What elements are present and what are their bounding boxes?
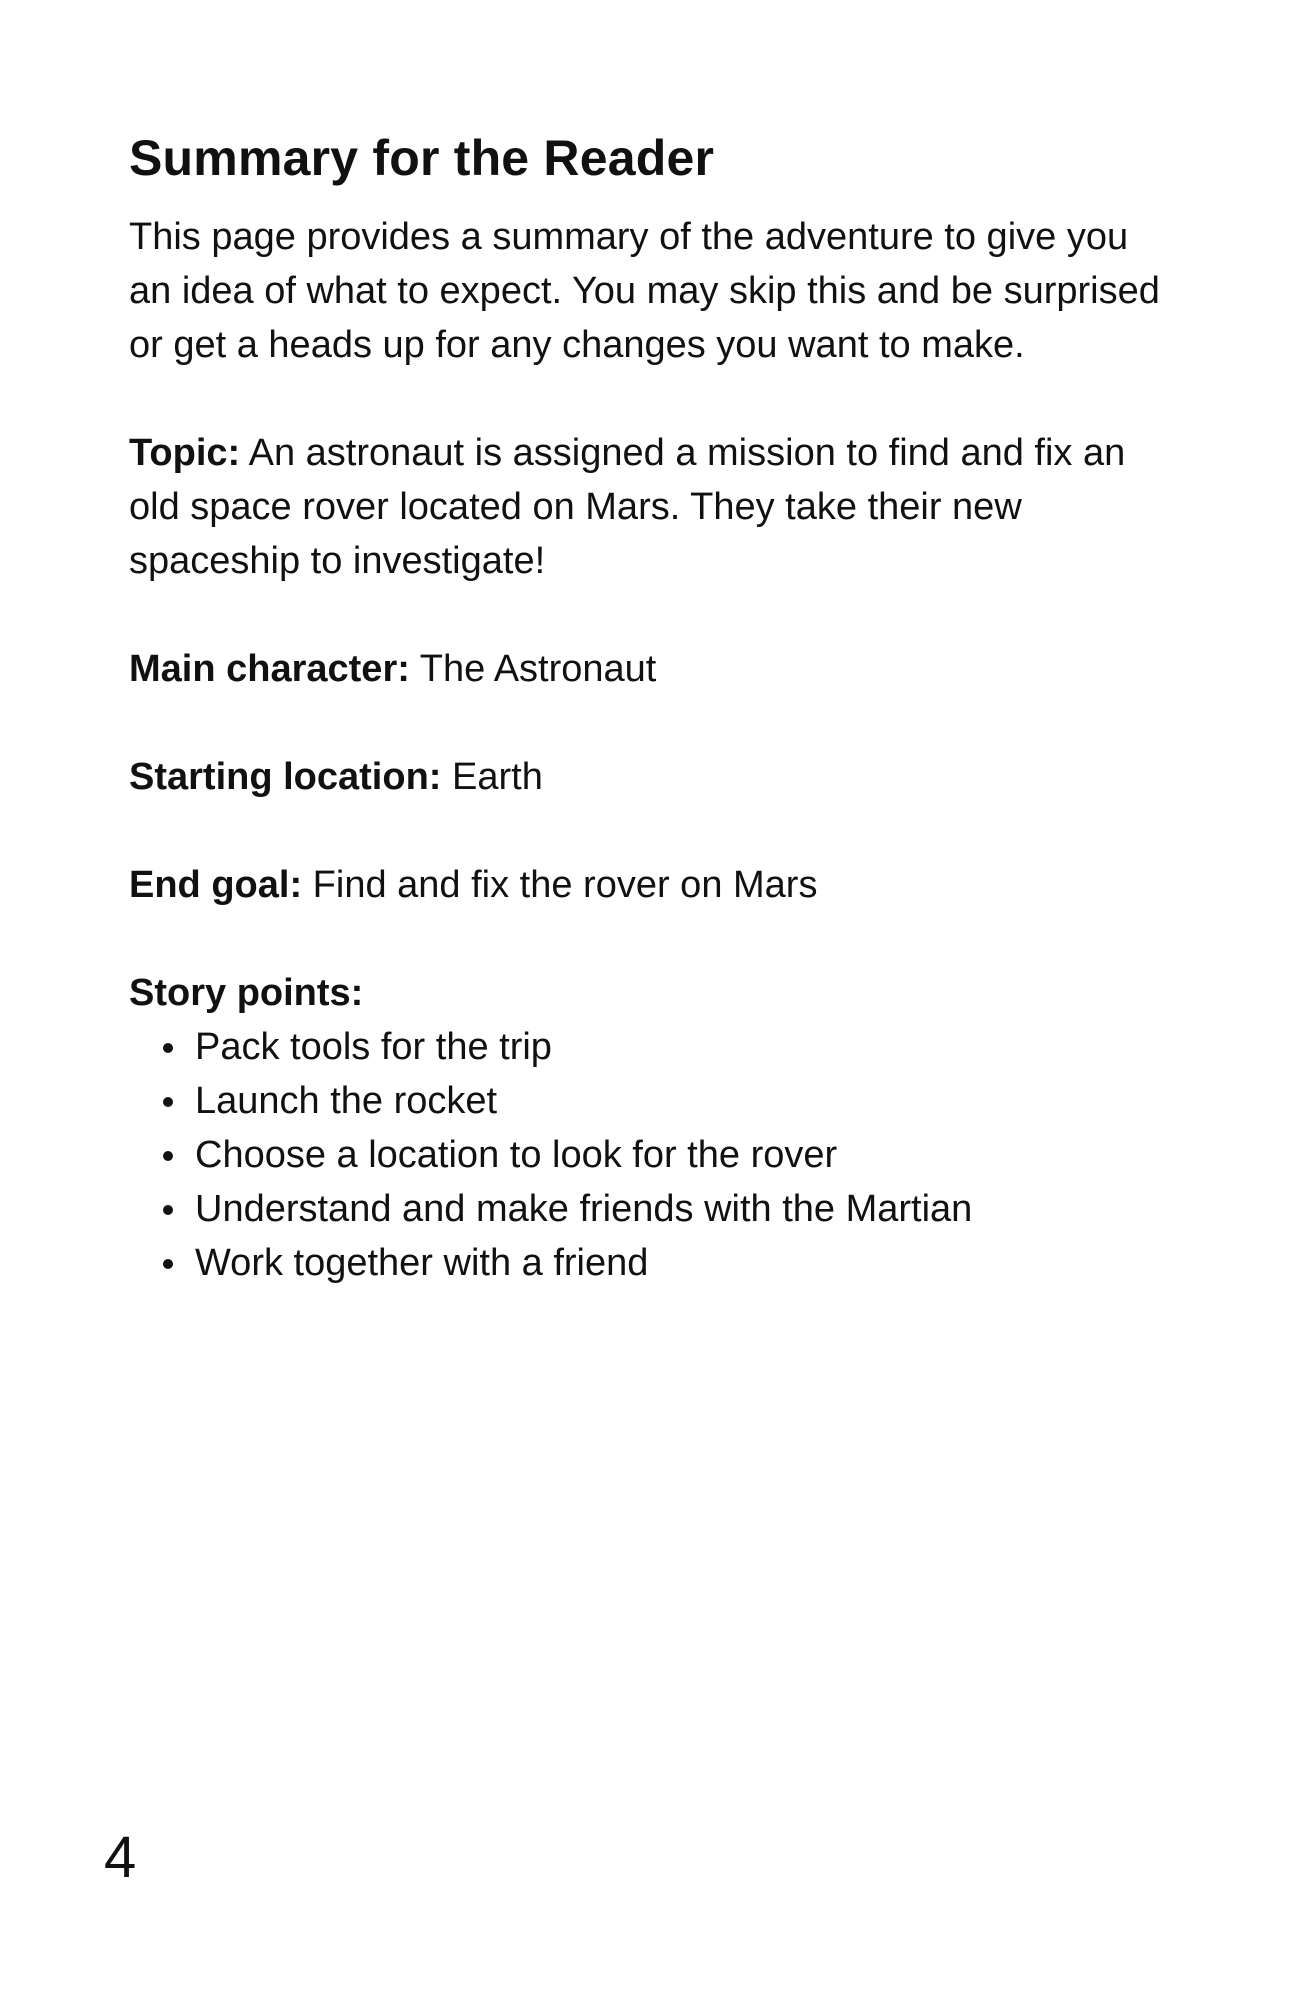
bullet-icon bbox=[163, 1205, 173, 1215]
list-item bbox=[129, 1182, 1169, 1236]
page-title: Summary for the Reader bbox=[129, 130, 715, 186]
story-point-text: Pack tools for the trip bbox=[195, 1026, 552, 1068]
end-goal-label: End goal: bbox=[129, 864, 303, 906]
story-points-heading bbox=[129, 966, 1169, 1020]
story-points-list bbox=[129, 1020, 1169, 1290]
intro-paragraph: This page provides a summary of the adventure to give you an idea of what to expect. You may skip this and be surprised or get a heads up for any changes you want to make. bbox=[129, 216, 1160, 366]
list-item bbox=[129, 1020, 1169, 1074]
end-goal-text: Find and fix the rover on Mars bbox=[302, 864, 818, 906]
main-character-label: Main character: bbox=[129, 648, 410, 690]
document-page bbox=[129, 128, 1169, 1290]
story-points-label: Story points: bbox=[129, 972, 364, 1014]
main-character-line bbox=[129, 642, 1169, 696]
list-item bbox=[129, 1128, 1169, 1182]
list-item bbox=[129, 1074, 1169, 1128]
bullet-icon bbox=[163, 1151, 173, 1161]
page-number: 4 bbox=[104, 1825, 137, 1890]
bullet-icon bbox=[163, 1097, 173, 1107]
story-point-text: Launch the rocket bbox=[195, 1080, 498, 1122]
topic-paragraph bbox=[129, 426, 1169, 588]
topic-label: Topic: bbox=[129, 432, 241, 474]
starting-location-label: Starting location: bbox=[129, 756, 442, 798]
story-point-text: Understand and make friends with the Martian bbox=[195, 1188, 973, 1230]
topic-text: An astronaut is assigned a mission to find and fix an old space rover located on Mars. They take their new spaceship to investigate! bbox=[129, 432, 1126, 582]
bullet-icon bbox=[163, 1043, 173, 1053]
story-point-text: Choose a location to look for the rover bbox=[195, 1134, 838, 1176]
list-item bbox=[129, 1236, 1169, 1290]
bullet-icon bbox=[163, 1259, 173, 1269]
starting-location-line bbox=[129, 750, 1169, 804]
starting-location-text: Earth bbox=[441, 756, 543, 798]
end-goal-line bbox=[129, 858, 1169, 912]
main-character-text: The Astronaut bbox=[409, 648, 657, 690]
story-point-text: Work together with a friend bbox=[195, 1242, 649, 1284]
